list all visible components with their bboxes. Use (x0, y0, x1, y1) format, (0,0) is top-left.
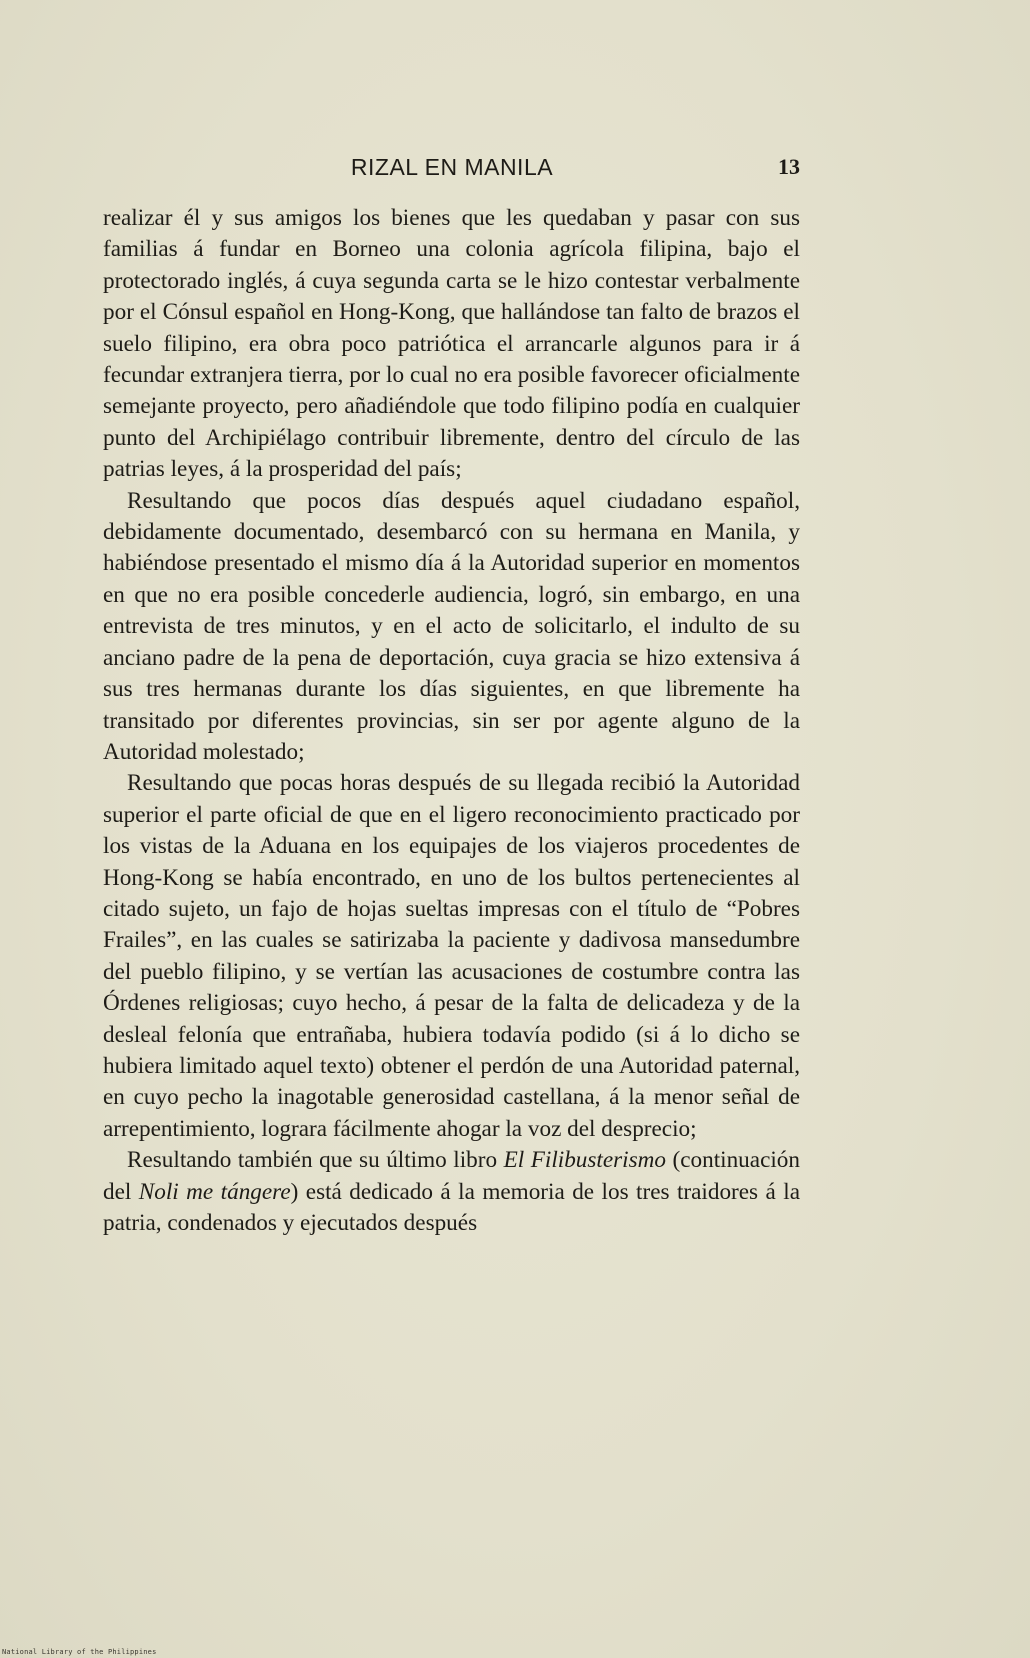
paragraph-4-text-before: Resultando también que su último libro (127, 1147, 504, 1174)
book-title-el-filibusterismo: El Filibusterismo (503, 1147, 666, 1174)
paragraph-4-text-middle: (continuación del (103, 1147, 800, 1205)
paragraph-1: realizar él y sus amigos los bienes que les quedaban y pasar con sus familias á fundar en Borneo una colonia agrícola filipina, bajo el protectorado inglés, á cuya segunda carta se le hizo contestar verbalmente por el Cónsul español en Hong-Kong, que hallándose tan falto de brazos el suelo filipino, era obra poco patriótica el arrancarle algunos para ir á fecundar extranjera tierra, por lo cual no era posible favorecer oficialmente semejante proyecto, pero añadiéndole que todo filipino podía en cualquier punto del Archipiélago contribuir libremente, dentro del círculo de las patrias leyes, á la prosperidad del país; (103, 205, 800, 483)
paragraph-4-text-after: ) está dedicado á la memoria de los tres traidores á la patria, condenados y ejecutados después (103, 1178, 800, 1236)
paragraph-4 (103, 1145, 800, 1239)
paragraph-2: Resultando que pocos días después aquel ciudadano español, debidamente documentado, desembarcó con su hermana en Manila, y habiéndose presentado el mismo día á la Autoridad superior en momentos en que no era posible concederle audiencia, logró, sin embargo, en una entrevista de tres minutos, y en el acto de solicitarlo, el indulto de su anciano padre de la pena de deportación, cuya gracia se hizo extensiva á sus tres hermanas durante los días siguientes, en que libremente ha transitado por diferentes provincias, sin ser por agente alguno de la Autoridad molestado; (103, 487, 800, 765)
running-title: RIZAL EN MANILA (350, 154, 554, 180)
paragraph-3: Resultando que pocas horas después de su llegada recibió la Autoridad superior el parte oficial de que en el ligero reconocimiento practicado por los vistas de la Aduana en los equipajes de los viajeros procedentes de Hong-Kong se había encontrado, en uno de los bultos pertenecientes al citado sujeto, un fajo de hojas sueltas impresas con el título de “Pobres Frailes”, en las cuales se satirizaba la paciente y dadivosa mansedumbre del pueblo filipino, y se vertían las acusaciones de costumbre contra las Órdenes religiosas; cuyo hecho, á pesar de la falta de delicadeza y de la desleal felonía que entrañaba, hubiera todavía podido (si á lo dicho se hubiera limitado aquel texto) obtener el perdón de una Autoridad paternal, en cuyo pecho la inagotable generosidad castellana, á la menor señal de arrepentimiento, lograra fácilmente ahogar la voz del desprecio; (103, 770, 800, 1142)
library-credit: National Library of the Philippines (2, 1648, 157, 1656)
running-head (104, 150, 800, 184)
body-text (103, 203, 800, 1239)
book-title-noli-me-tangere: Noli me tángere (138, 1178, 291, 1205)
page-number: 13 (778, 154, 800, 179)
